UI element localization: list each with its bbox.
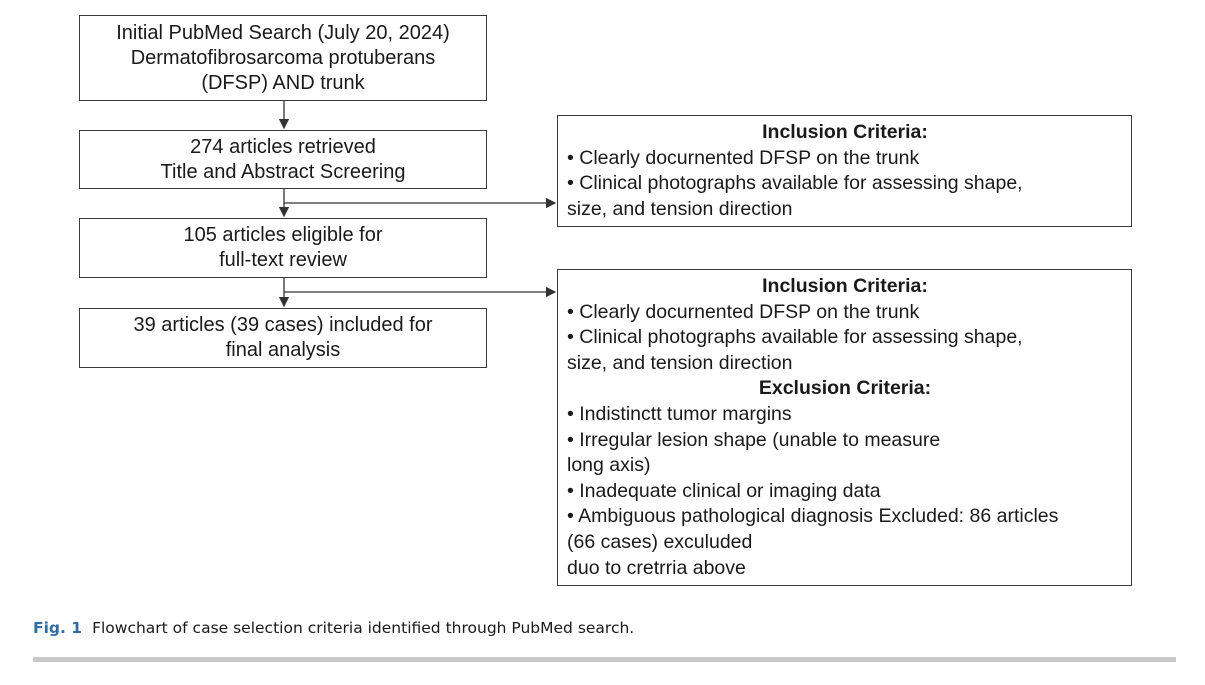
box-articles-retrieved <box>79 130 487 189</box>
box-articles-eligible <box>79 218 487 278</box>
figure-caption <box>33 619 634 637</box>
criteria-1-line-1: • Clearly docurnented DFSP on the trunk <box>567 146 920 169</box>
criteria-2-inclusion-line-1: • Clearly docurnented DFSP on the trunk <box>567 300 920 323</box>
criteria-2-exclusion-line-1: • Indistinctt tumor margins <box>567 402 792 425</box>
criteria-1-inclusion-heading: Inclusion Criteria: <box>762 121 928 143</box>
criteria-box-2 <box>557 269 1132 586</box>
criteria-2-exclusion-heading: Exclusion Criteria: <box>758 377 932 400</box>
box-initial-search-line-3: (DFSP) AND trunk <box>201 71 365 94</box>
figure-caption-label: Fig. 1 <box>33 619 83 637</box>
criteria-2-exclusion-line-2: • Irregular lesion shape (unable to measure <box>567 428 941 451</box>
box-initial-search-line-1: Initial PubMed Search (July 20, 2024) <box>116 21 450 44</box>
box-final-analysis-line-2: final analysis <box>225 339 341 361</box>
caption-divider <box>33 657 1176 662</box>
criteria-2-exclusion-line-5: • Ambiguous pathological diagnosis Excluded: 86 articles <box>567 505 1059 528</box>
criteria-2-inclusion-heading: Inclusion Criteria: <box>762 275 928 297</box>
box-articles-eligible-line-1: 105 articles eligible for <box>183 224 383 246</box>
criteria-2-inclusion-line-3: size, and tension direction <box>567 351 793 374</box>
box-articles-eligible-line-2: full-text review <box>219 249 347 271</box>
box-articles-retrieved-line-2: Title and Abstract Screering <box>160 160 406 183</box>
box-initial-search-line-2: Dermatofibrosarcoma protuberans <box>130 46 436 69</box>
criteria-2-exclusion-line-7: duo to cretrria above <box>567 556 746 579</box>
box-final-analysis-line-1: 39 articles (39 cases) included for <box>133 314 433 336</box>
box-final-analysis <box>79 308 487 368</box>
criteria-1-line-2: • Clinical photographs available for assessing shape, <box>567 172 1023 195</box>
criteria-2-inclusion-line-2: • Clinical photographs available for assessing shape, <box>567 326 1023 349</box>
criteria-2-exclusion-line-3: long axis) <box>567 454 651 477</box>
criteria-1-line-3: size, and tension direction <box>567 197 793 220</box>
box-initial-search <box>79 15 487 101</box>
criteria-2-exclusion-line-6: (66 cases) exculuded <box>567 530 753 553</box>
box-articles-retrieved-line-1: 274 articles retrieved <box>190 135 376 158</box>
criteria-box-1 <box>557 115 1132 227</box>
figure-caption-text: Flowchart of case selection criteria identified through PubMed search. <box>92 619 635 637</box>
criteria-2-exclusion-line-4: • Inadequate clinical or imaging data <box>567 479 881 502</box>
